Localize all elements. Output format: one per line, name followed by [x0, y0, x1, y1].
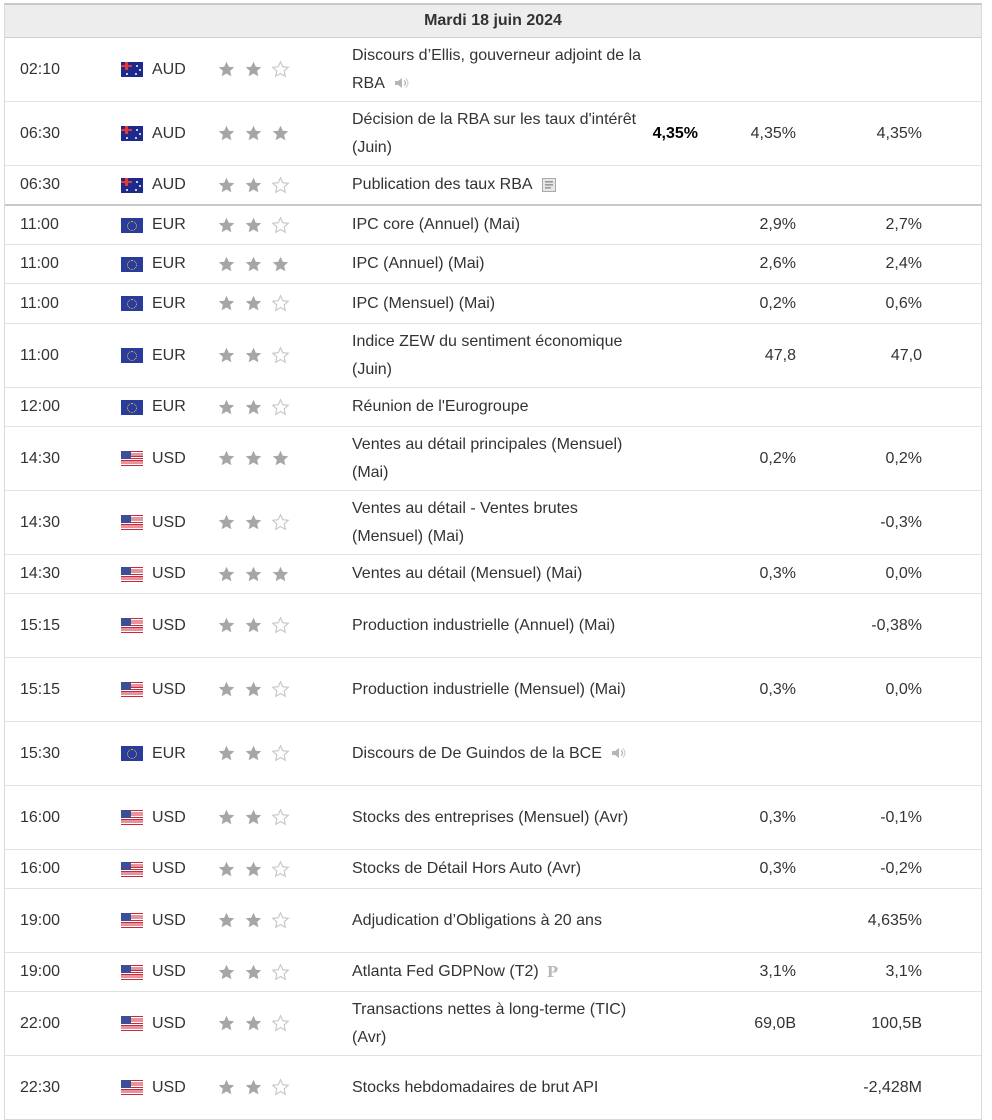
event-time: 11:00	[20, 294, 59, 312]
previous-value: -2,428M	[863, 1078, 922, 1096]
star-filled-icon	[271, 449, 290, 468]
actual-value	[605, 427, 698, 490]
previous-value: 0,2%	[885, 449, 922, 467]
event-row[interactable]	[5, 388, 981, 427]
event-row[interactable]	[5, 953, 981, 992]
forecast-value: 47,8	[764, 346, 796, 364]
event-row[interactable]	[5, 1056, 981, 1119]
star-filled-icon	[217, 1078, 236, 1097]
star-filled-icon	[217, 255, 236, 274]
currency-code: USD	[152, 513, 186, 531]
event-time: 15:15	[20, 680, 61, 698]
previous-value: -0,1%	[880, 808, 922, 826]
actual-value	[605, 245, 698, 283]
event-currency	[121, 38, 211, 101]
forecast-value: 0,3%	[759, 808, 796, 826]
speaker-icon[interactable]	[393, 75, 409, 91]
star-filled-icon	[244, 294, 263, 313]
previous-value: 47,0	[890, 346, 922, 364]
event-currency	[121, 555, 211, 593]
forecast-value: 69,0B	[754, 1014, 796, 1032]
actual-value	[605, 38, 698, 101]
event-title[interactable]: IPC (Mensuel) (Mai)	[352, 294, 496, 312]
star-filled-icon	[217, 860, 236, 879]
star-filled-icon	[244, 513, 263, 532]
event-time: 02:10	[20, 60, 61, 78]
us-flag-icon	[121, 451, 143, 466]
us-flag-icon	[121, 682, 143, 697]
forecast-value	[705, 388, 796, 426]
star-filled-icon	[244, 963, 263, 982]
us-flag-icon	[121, 1016, 143, 1031]
forecast-value	[705, 491, 796, 554]
actual-value	[605, 284, 698, 323]
event-name[interactable]	[352, 388, 642, 426]
event-row[interactable]	[5, 992, 981, 1056]
forecast-value: 2,6%	[759, 255, 796, 272]
event-time: 12:00	[20, 398, 61, 415]
event-currency	[121, 245, 211, 283]
event-title[interactable]: Transactions nettes à long-terme (TIC) (Avr)	[352, 1000, 627, 1046]
star-filled-icon	[244, 1078, 263, 1097]
star-empty-icon	[271, 963, 290, 982]
event-title[interactable]: Ventes au détail principales (Mensuel) (Mai)	[352, 435, 623, 481]
event-row[interactable]	[5, 555, 981, 594]
actual-value	[605, 324, 698, 387]
event-name[interactable]	[352, 284, 642, 323]
actual-value	[605, 206, 698, 244]
eu-flag-icon	[121, 400, 143, 415]
star-empty-icon	[271, 680, 290, 699]
actual-value	[605, 1056, 698, 1119]
event-name[interactable]	[352, 658, 642, 721]
event-title[interactable]: Décision de la RBA sur les taux d'intérêt (Juin)	[352, 110, 637, 156]
actual-value	[605, 555, 698, 593]
star-filled-icon	[217, 398, 236, 417]
event-name[interactable]	[352, 992, 642, 1055]
us-flag-icon	[121, 567, 143, 582]
event-currency	[121, 850, 211, 888]
actual-value	[605, 992, 698, 1055]
importance-stars	[217, 206, 317, 244]
star-empty-icon	[271, 294, 290, 313]
actual-value	[605, 722, 698, 785]
event-row[interactable]	[5, 594, 981, 658]
previous-value: 100,5B	[871, 1014, 922, 1032]
event-time: 11:00	[20, 255, 59, 272]
star-empty-icon	[271, 911, 290, 930]
previous-value: 0,6%	[885, 294, 922, 312]
event-name[interactable]	[352, 102, 642, 165]
event-title[interactable]: Publication des taux RBA	[352, 176, 533, 193]
forecast-value: 0,3%	[759, 680, 796, 698]
event-currency	[121, 953, 211, 991]
eu-flag-icon	[121, 348, 143, 363]
currency-code: USD	[152, 616, 186, 634]
previous-value: 3,1%	[885, 963, 922, 980]
preliminary-icon[interactable]: P	[546, 962, 559, 981]
event-time: 14:30	[20, 513, 61, 531]
document-icon[interactable]	[541, 177, 557, 193]
event-title[interactable]: Stocks de Détail Hors Auto (Avr)	[352, 860, 582, 877]
us-flag-icon	[121, 810, 143, 825]
star-filled-icon	[217, 216, 236, 235]
event-title[interactable]: Discours de De Guindos de la BCE	[352, 744, 602, 762]
eu-flag-icon	[121, 257, 143, 272]
event-title[interactable]: Ventes au détail - Ventes brutes (Mensuel) (Mai)	[352, 499, 578, 545]
event-currency	[121, 658, 211, 721]
currency-code: EUR	[152, 398, 186, 415]
event-currency	[121, 324, 211, 387]
importance-stars	[217, 388, 317, 426]
day-header: Mardi 18 juin 2024	[5, 5, 981, 38]
previous-value	[805, 388, 922, 426]
event-title[interactable]: Réunion de l'Eurogroupe	[352, 398, 529, 415]
star-filled-icon	[244, 255, 263, 274]
currency-code: USD	[152, 680, 186, 698]
forecast-value	[705, 1056, 796, 1119]
us-flag-icon	[121, 913, 143, 928]
forecast-value: 0,2%	[759, 449, 796, 467]
star-filled-icon	[244, 60, 263, 79]
importance-stars	[217, 889, 317, 952]
event-time: 16:00	[20, 860, 61, 877]
event-currency	[121, 1056, 211, 1119]
event-title[interactable]: IPC (Annuel) (Mai)	[352, 255, 485, 272]
previous-value: 2,4%	[885, 255, 922, 272]
event-title[interactable]: Production industrielle (Annuel) (Mai)	[352, 616, 616, 634]
actual-value	[605, 658, 698, 721]
event-time: 14:30	[20, 449, 61, 467]
currency-code: USD	[152, 860, 186, 877]
star-filled-icon	[217, 616, 236, 635]
star-filled-icon	[217, 808, 236, 827]
previous-value	[805, 38, 922, 101]
event-currency	[121, 722, 211, 785]
event-name[interactable]	[352, 889, 642, 952]
star-filled-icon	[217, 513, 236, 532]
star-empty-icon	[271, 513, 290, 532]
star-filled-icon	[244, 346, 263, 365]
importance-stars	[217, 284, 317, 323]
event-name[interactable]	[352, 850, 642, 888]
star-empty-icon	[271, 216, 290, 235]
star-filled-icon	[244, 124, 263, 143]
importance-stars	[217, 102, 317, 165]
currency-code: USD	[152, 1014, 186, 1032]
currency-code: AUD	[152, 176, 186, 193]
importance-stars	[217, 38, 317, 101]
event-title[interactable]: Stocks hebdomadaires de brut API	[352, 1078, 599, 1096]
importance-stars	[217, 594, 317, 657]
star-filled-icon	[217, 680, 236, 699]
event-title[interactable]: Stocks des entreprises (Mensuel) (Avr)	[352, 808, 629, 826]
forecast-value: 3,1%	[759, 963, 796, 980]
event-rows	[5, 38, 981, 1119]
previous-value	[805, 166, 922, 204]
event-time: 06:30	[20, 176, 61, 193]
importance-stars	[217, 427, 317, 490]
actual-value	[605, 850, 698, 888]
event-time: 16:00	[20, 808, 61, 826]
event-title[interactable]: Discours d’Ellis, gouverneur adjoint de la RBA	[352, 46, 642, 92]
previous-value: 0,0%	[885, 565, 922, 582]
event-name[interactable]	[352, 594, 642, 657]
importance-stars	[217, 324, 317, 387]
forecast-value: 4,35%	[750, 124, 796, 142]
event-currency	[121, 427, 211, 490]
importance-stars	[217, 953, 317, 991]
star-filled-icon	[217, 449, 236, 468]
event-name[interactable]	[352, 38, 642, 101]
event-currency	[121, 992, 211, 1055]
star-filled-icon	[244, 616, 263, 635]
star-filled-icon	[244, 449, 263, 468]
star-filled-icon	[217, 911, 236, 930]
us-flag-icon	[121, 862, 143, 877]
star-filled-icon	[244, 744, 263, 763]
event-name[interactable]	[352, 555, 642, 593]
star-filled-icon	[244, 565, 263, 584]
importance-stars	[217, 491, 317, 554]
event-name[interactable]	[352, 1056, 642, 1119]
currency-code: USD	[152, 808, 186, 826]
event-time: 15:30	[20, 744, 61, 762]
importance-stars	[217, 722, 317, 785]
us-flag-icon	[121, 515, 143, 530]
star-filled-icon	[217, 124, 236, 143]
currency-code: AUD	[152, 60, 186, 78]
economic-calendar-table	[4, 3, 982, 1120]
event-title[interactable]: Indice ZEW du sentiment économique (Juin)	[352, 332, 623, 378]
actual-value	[605, 889, 698, 952]
star-empty-icon	[271, 176, 290, 195]
us-flag-icon	[121, 1080, 143, 1095]
importance-stars	[217, 992, 317, 1055]
star-filled-icon	[244, 216, 263, 235]
star-empty-icon	[271, 744, 290, 763]
star-filled-icon	[217, 963, 236, 982]
currency-code: USD	[152, 449, 186, 467]
event-currency	[121, 889, 211, 952]
event-row[interactable]	[5, 284, 981, 324]
actual-value	[605, 166, 698, 204]
star-filled-icon	[244, 1014, 263, 1033]
star-filled-icon	[217, 60, 236, 79]
forecast-value	[705, 38, 796, 101]
event-name[interactable]	[352, 491, 642, 554]
star-filled-icon	[217, 565, 236, 584]
currency-code: EUR	[152, 346, 186, 364]
previous-value: 2,7%	[885, 216, 922, 233]
forecast-value: 0,3%	[759, 565, 796, 582]
forecast-value	[705, 889, 796, 952]
event-currency	[121, 284, 211, 323]
star-filled-icon	[217, 294, 236, 313]
previous-value	[805, 722, 922, 785]
event-row[interactable]	[5, 722, 981, 786]
event-name[interactable]	[352, 245, 642, 283]
event-row[interactable]	[5, 102, 981, 166]
star-empty-icon	[271, 60, 290, 79]
event-currency	[121, 166, 211, 204]
australia-flag-icon	[121, 178, 143, 193]
currency-code: USD	[152, 963, 186, 980]
importance-stars	[217, 850, 317, 888]
event-time: 22:30	[20, 1078, 61, 1096]
star-empty-icon	[271, 1014, 290, 1033]
event-row[interactable]	[5, 166, 981, 206]
star-filled-icon	[271, 565, 290, 584]
currency-code: AUD	[152, 124, 186, 142]
eu-flag-icon	[121, 218, 143, 233]
star-filled-icon	[244, 398, 263, 417]
star-filled-icon	[244, 680, 263, 699]
event-currency	[121, 102, 211, 165]
importance-stars	[217, 786, 317, 849]
star-filled-icon	[271, 124, 290, 143]
event-title[interactable]: Ventes au détail (Mensuel) (Mai)	[352, 565, 583, 582]
star-empty-icon	[271, 808, 290, 827]
star-filled-icon	[244, 860, 263, 879]
star-empty-icon	[271, 616, 290, 635]
event-time: 22:00	[20, 1014, 61, 1032]
importance-stars	[217, 1056, 317, 1119]
event-row[interactable]	[5, 38, 981, 102]
star-filled-icon	[244, 911, 263, 930]
star-filled-icon	[244, 808, 263, 827]
star-empty-icon	[271, 398, 290, 417]
star-filled-icon	[217, 1014, 236, 1033]
importance-stars	[217, 555, 317, 593]
event-currency	[121, 206, 211, 244]
event-time: 19:00	[20, 911, 61, 929]
event-name[interactable]	[352, 722, 642, 785]
event-name[interactable]	[352, 427, 642, 490]
currency-code: EUR	[152, 744, 186, 762]
currency-code: EUR	[152, 294, 186, 312]
event-name[interactable]	[352, 953, 642, 991]
event-row[interactable]	[5, 658, 981, 722]
star-empty-icon	[271, 860, 290, 879]
star-filled-icon	[271, 255, 290, 274]
event-row[interactable]	[5, 889, 981, 953]
forecast-value: 2,9%	[759, 216, 796, 233]
australia-flag-icon	[121, 126, 143, 141]
eu-flag-icon	[121, 296, 143, 311]
previous-value: 0,0%	[885, 680, 922, 698]
event-time: 11:00	[20, 216, 59, 233]
event-title[interactable]: IPC core (Annuel) (Mai)	[352, 216, 521, 233]
event-name[interactable]	[352, 166, 642, 204]
forecast-value	[705, 722, 796, 785]
event-row[interactable]	[5, 850, 981, 889]
actual-value	[605, 388, 698, 426]
actual-value	[605, 491, 698, 554]
actual-value	[605, 594, 698, 657]
actual-value	[605, 953, 698, 991]
currency-code: EUR	[152, 216, 186, 233]
event-row[interactable]	[5, 786, 981, 850]
importance-stars	[217, 166, 317, 204]
event-currency	[121, 388, 211, 426]
star-filled-icon	[217, 346, 236, 365]
event-currency	[121, 491, 211, 554]
event-time: 06:30	[20, 124, 61, 142]
event-row[interactable]	[5, 427, 981, 491]
star-empty-icon	[271, 1078, 290, 1097]
event-currency	[121, 594, 211, 657]
us-flag-icon	[121, 618, 143, 633]
event-time: 14:30	[20, 565, 61, 582]
event-row[interactable]	[5, 491, 981, 555]
currency-code: USD	[152, 1078, 186, 1096]
currency-code: USD	[152, 565, 186, 582]
event-name[interactable]	[352, 786, 642, 849]
event-row[interactable]	[5, 324, 981, 388]
star-filled-icon	[217, 176, 236, 195]
event-title[interactable]: Production industrielle (Mensuel) (Mai)	[352, 680, 626, 698]
star-filled-icon	[244, 176, 263, 195]
event-row[interactable]	[5, 245, 981, 284]
actual-value: 4,35%	[652, 124, 698, 142]
event-title[interactable]: Adjudication d’Obligations à 20 ans	[352, 911, 602, 929]
actual-value	[605, 786, 698, 849]
event-currency	[121, 786, 211, 849]
previous-value: -0,2%	[880, 860, 922, 877]
forecast-value: 0,2%	[759, 294, 796, 312]
forecast-value	[705, 594, 796, 657]
importance-stars	[217, 245, 317, 283]
currency-code: EUR	[152, 255, 186, 272]
event-name[interactable]	[352, 324, 642, 387]
event-name[interactable]	[352, 206, 642, 244]
event-time: 19:00	[20, 963, 61, 980]
currency-code: USD	[152, 911, 186, 929]
event-time: 11:00	[20, 346, 59, 364]
event-title[interactable]: Atlanta Fed GDPNow (T2)	[352, 963, 539, 981]
previous-value: 4,35%	[876, 124, 922, 142]
star-empty-icon	[271, 346, 290, 365]
event-row[interactable]	[5, 206, 981, 245]
previous-value: -0,3%	[880, 513, 922, 531]
australia-flag-icon	[121, 62, 143, 77]
eu-flag-icon	[121, 746, 143, 761]
importance-stars	[217, 658, 317, 721]
us-flag-icon	[121, 965, 143, 980]
previous-value: -0,38%	[871, 616, 922, 634]
star-filled-icon	[217, 744, 236, 763]
previous-value: 4,635%	[867, 911, 922, 929]
forecast-value	[705, 166, 796, 204]
forecast-value: 0,3%	[759, 860, 796, 877]
event-time: 15:15	[20, 616, 61, 634]
